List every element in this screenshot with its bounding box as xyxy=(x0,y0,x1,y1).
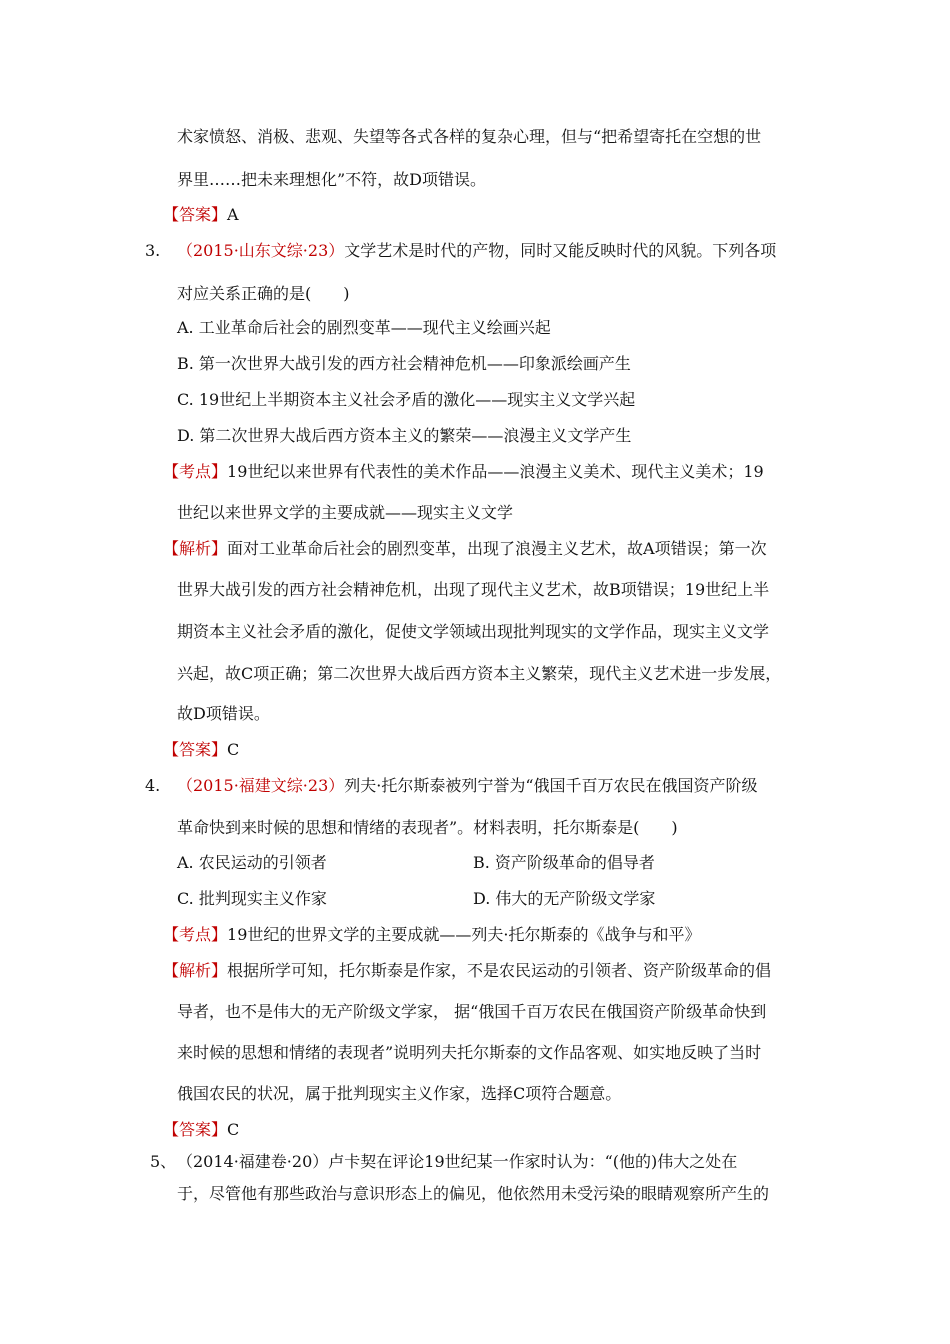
q4-jiexi-line-2: 导者，也不是伟大的无产阶级文学家， 据“俄国千百万农民在俄国资产阶级革命快到 xyxy=(177,1002,767,1021)
q5-stem: 卢卡契在评论19世纪某一作家时认为：“(他的)伟大之处在 xyxy=(328,1152,738,1171)
q4-option-c: C. 批判现实主义作家 xyxy=(177,889,327,908)
q4-jiexi-line-1 xyxy=(163,961,771,981)
q4-option-d: D. 伟大的无产阶级文学家 xyxy=(473,889,656,908)
q3-stem-line-2: 对应关系正确的是( ) xyxy=(177,284,350,303)
q3-jiexi-line-1 xyxy=(163,539,767,559)
q4-stem-line-1 xyxy=(177,776,758,796)
jiexi-tag: 【解析】 xyxy=(163,961,228,980)
q3-option-c: C. 19世纪上半期资本主义社会矛盾的激化——现实主义文学兴起 xyxy=(177,390,636,409)
answer-value: C xyxy=(227,740,240,759)
answer-value: A xyxy=(227,205,239,224)
q3-answer xyxy=(163,740,239,760)
q2-explanation-line-2: 界里……把未来理想化”不符，故D项错误。 xyxy=(177,170,487,189)
answer-tag: 【答案】 xyxy=(163,205,228,224)
q2-answer xyxy=(163,205,239,225)
answer-tag: 【答案】 xyxy=(163,740,228,759)
kaodian-tag: 【考点】 xyxy=(163,462,228,481)
q3-stem-line-1 xyxy=(177,241,776,261)
q4-jiexi-line-4: 俄国农民的状况，属于批判现实主义作家，选择C项符合题意。 xyxy=(177,1084,622,1103)
q3-kaodian-line-2: 世纪以来世界文学的主要成就——现实主义文学 xyxy=(177,503,514,522)
q4-answer xyxy=(163,1120,239,1140)
kaodian-tag: 【考点】 xyxy=(163,925,228,944)
answer-value: C xyxy=(227,1120,240,1139)
q3-stem: 文学艺术是时代的产物，同时又能反映时代的风貌。下列各项 xyxy=(344,241,777,260)
q3-option-b: B. 第一次世界大战引发的西方社会精神危机——印象派绘画产生 xyxy=(177,354,631,373)
q3-jiexi-line-5: 故D项错误。 xyxy=(177,704,270,723)
q3-option-d: D. 第二次世界大战后西方资本主义的繁荣——浪漫主义文学产生 xyxy=(177,426,632,445)
q3-jiexi-line-2: 世界大战引发的西方社会精神危机，出现了现代主义艺术，故B项错误；19世纪上半 xyxy=(177,580,770,599)
kaodian-text: 19世纪以来世界有代表性的美术作品——浪漫主义美术、现代主义美术；19 xyxy=(227,462,764,481)
q3-option-a: A. 工业革命后社会的剧烈变革——现代主义绘画兴起 xyxy=(177,318,551,337)
kaodian-text: 19世纪的世界文学的主要成就——列夫·托尔斯泰的《战争与和平》 xyxy=(227,925,701,944)
q5-stem-line-2: 于，尽管他有那些政治与意识形态上的偏见，他依然用未受污染的眼睛观察所产生的 xyxy=(177,1184,770,1203)
q3-jiexi-line-3: 期资本主义社会矛盾的激化，促使文学领域出现批判现实的文学作品，现实主义文学 xyxy=(177,622,770,641)
q4-kaodian xyxy=(163,925,700,945)
q4-jiexi-line-3: 来时候的思想和情绪的表现者”说明列夫托尔斯泰的文作品客观、如实地反映了当时 xyxy=(177,1043,762,1062)
q5-source: （2014·福建卷·20） xyxy=(177,1152,329,1171)
q5-number: 5、 xyxy=(150,1152,177,1171)
q3-kaodian-line-1 xyxy=(163,462,764,482)
q5-stem-line-1 xyxy=(177,1152,737,1172)
jiexi-tag: 【解析】 xyxy=(163,539,228,558)
q4-option-b: B. 资产阶级革命的倡导者 xyxy=(473,853,655,872)
answer-tag: 【答案】 xyxy=(163,1120,228,1139)
q4-stem: 列夫·托尔斯泰被列宁誉为“俄国千百万农民在俄国资产阶级 xyxy=(344,776,758,795)
q2-explanation-line-1: 术家愤怒、消极、悲观、失望等各式各样的复杂心理，但与“把希望寄托在空想的世 xyxy=(177,127,762,146)
q4-option-a: A. 农民运动的引领者 xyxy=(177,853,327,872)
q3-jiexi-line-4: 兴起，故C项正确；第二次世界大战后西方资本主义繁荣，现代主义艺术进一步发展， xyxy=(177,664,782,683)
jiexi-text: 根据所学可知，托尔斯泰是作家，不是农民运动的引领者、资产阶级革命的倡 xyxy=(227,961,772,980)
q3-source: （2015·山东文综·23） xyxy=(177,241,345,260)
jiexi-text: 面对工业革命后社会的剧烈变革，出现了浪漫主义艺术，故A项错误；第一次 xyxy=(227,539,767,558)
q4-number: 4. xyxy=(145,776,161,795)
q3-number: 3. xyxy=(145,241,161,260)
q4-stem-line-2: 革命快到来时候的思想和情绪的表现者”。材料表明，托尔斯泰是( ) xyxy=(177,818,678,837)
q4-source: （2015·福建文综·23） xyxy=(177,776,345,795)
